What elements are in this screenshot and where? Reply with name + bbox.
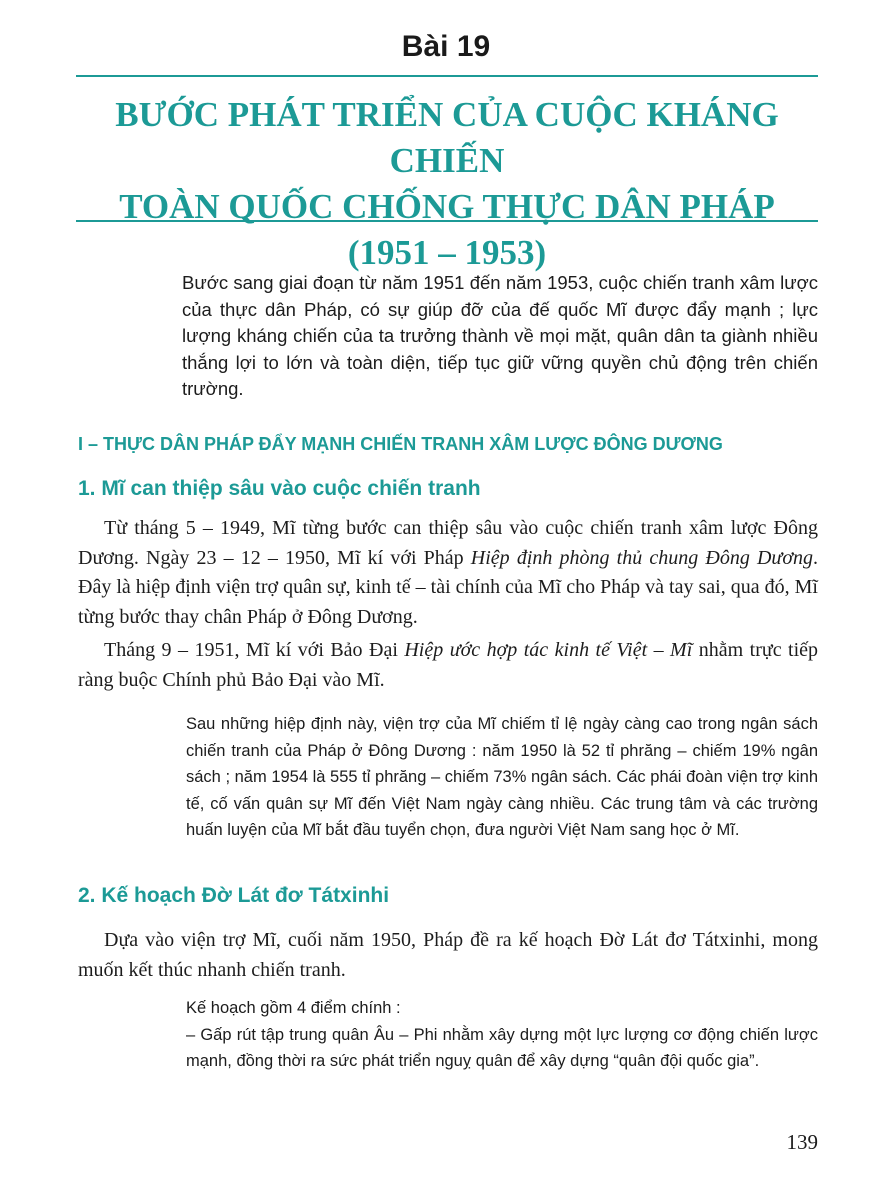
aid-note: Sau những hiệp định này, viện trợ của Mĩ chiếm tỉ lệ ngày càng cao trong ngân sách chiến tranh của Pháp ở Đông Dương : năm 1950 là 52 tỉ phrăng – chiếm 19% ngân sách ; năm 1954 là 555 tỉ phrăng – chiếm 73% ngân sách. Các phái đoàn viện trợ kinh tế, cố vấn quân sự Mĩ đến Việt Nam ngày càng nhiều. Các trung tâm và các trường huấn luyện của Mĩ bắt đầu tuyển chọn, đưa người Việt Nam sang học ở Mĩ.	[186, 715, 818, 839]
intro-paragraph: Bước sang giai đoạn từ năm 1951 đến năm 1953, cuộc chiến tranh xâm lược của thực dân Pháp, có sự giúp đỡ của đế quốc Mĩ được đẩy mạnh ; lực lượng kháng chiến của ta trưởng thành về mọi mặt, quân dân ta giành nhiều thắng lợi to lớn và toàn diện, tiếp tục giữ vững quyền chủ động trên chiến trường.	[182, 272, 818, 399]
paragraph-1-text-b: . Đây là hiệp định viện trợ quân sự, kinh tế – tài chính của Mĩ cho Pháp và tay sai, qua đó, Mĩ từng bước thay chân Pháp ở Đông Dương.	[78, 546, 818, 628]
plan-note	[186, 995, 818, 1075]
title-line-1: BƯỚC PHÁT TRIỂN CỦA CUỘC KHÁNG CHIẾN	[115, 95, 779, 180]
page-title	[76, 92, 818, 276]
paragraph-2-text-b: nhằm trực tiếp ràng buộc Chính phủ Bảo Đại vào Mĩ.	[78, 639, 819, 691]
paragraph-2	[78, 636, 818, 695]
plan-note-intro: Kế hoạch gồm 4 điểm chính :	[186, 999, 401, 1017]
section-heading: I – THỰC DÂN PHÁP ĐẨY MẠNH CHIẾN TRANH XÂM LƯỢC ĐÔNG DƯƠNG	[78, 434, 723, 454]
paragraph-3: Dựa vào viện trợ Mĩ, cuối năm 1950, Pháp đề ra kế hoạch Đờ Lát đơ Tátxinhi, mong muốn kết thúc nhanh chiến tranh.	[78, 929, 818, 981]
paragraph-1-text-a: Từ tháng 5 – 1949, Mĩ từng bước can thiệp sâu vào cuộc chiến tranh xâm lược Đông Dương. Ngày 23 – 12 – 1950, Mĩ kí với Pháp	[78, 517, 818, 569]
paragraph-1	[78, 514, 818, 632]
page-number: 139	[786, 1130, 818, 1154]
treaty-name-1: Hiệp định phòng thủ chung Đông Dương	[470, 546, 813, 569]
subheading-1: 1. Mĩ can thiệp sâu vào cuộc chiến tranh	[78, 477, 481, 500]
paragraph-2-text-a: Tháng 9 – 1951, Mĩ kí với Bảo Đại	[104, 639, 405, 661]
lesson-label: Bài 19	[401, 30, 491, 63]
title-line-3: (1951 – 1953)	[347, 233, 547, 272]
treaty-name-2: Hiệp ước hợp tác kinh tế Việt – Mĩ	[404, 639, 693, 661]
title-top-rule	[76, 75, 818, 77]
plan-note-point-1: – Gấp rút tập trung quân Âu – Phi nhằm xây dựng một lực lượng cơ động chiến lược mạnh, đồng thời ra sức phát triển nguỵ quân để xây dựng “quân đội quốc gia”.	[186, 1025, 818, 1070]
title-bottom-rule	[76, 220, 818, 222]
title-line-2: TOÀN QUỐC CHỐNG THỰC DÂN PHÁP	[119, 187, 775, 226]
subheading-2: 2. Kế hoạch Đờ Lát đơ Tátxinhi	[78, 884, 390, 907]
